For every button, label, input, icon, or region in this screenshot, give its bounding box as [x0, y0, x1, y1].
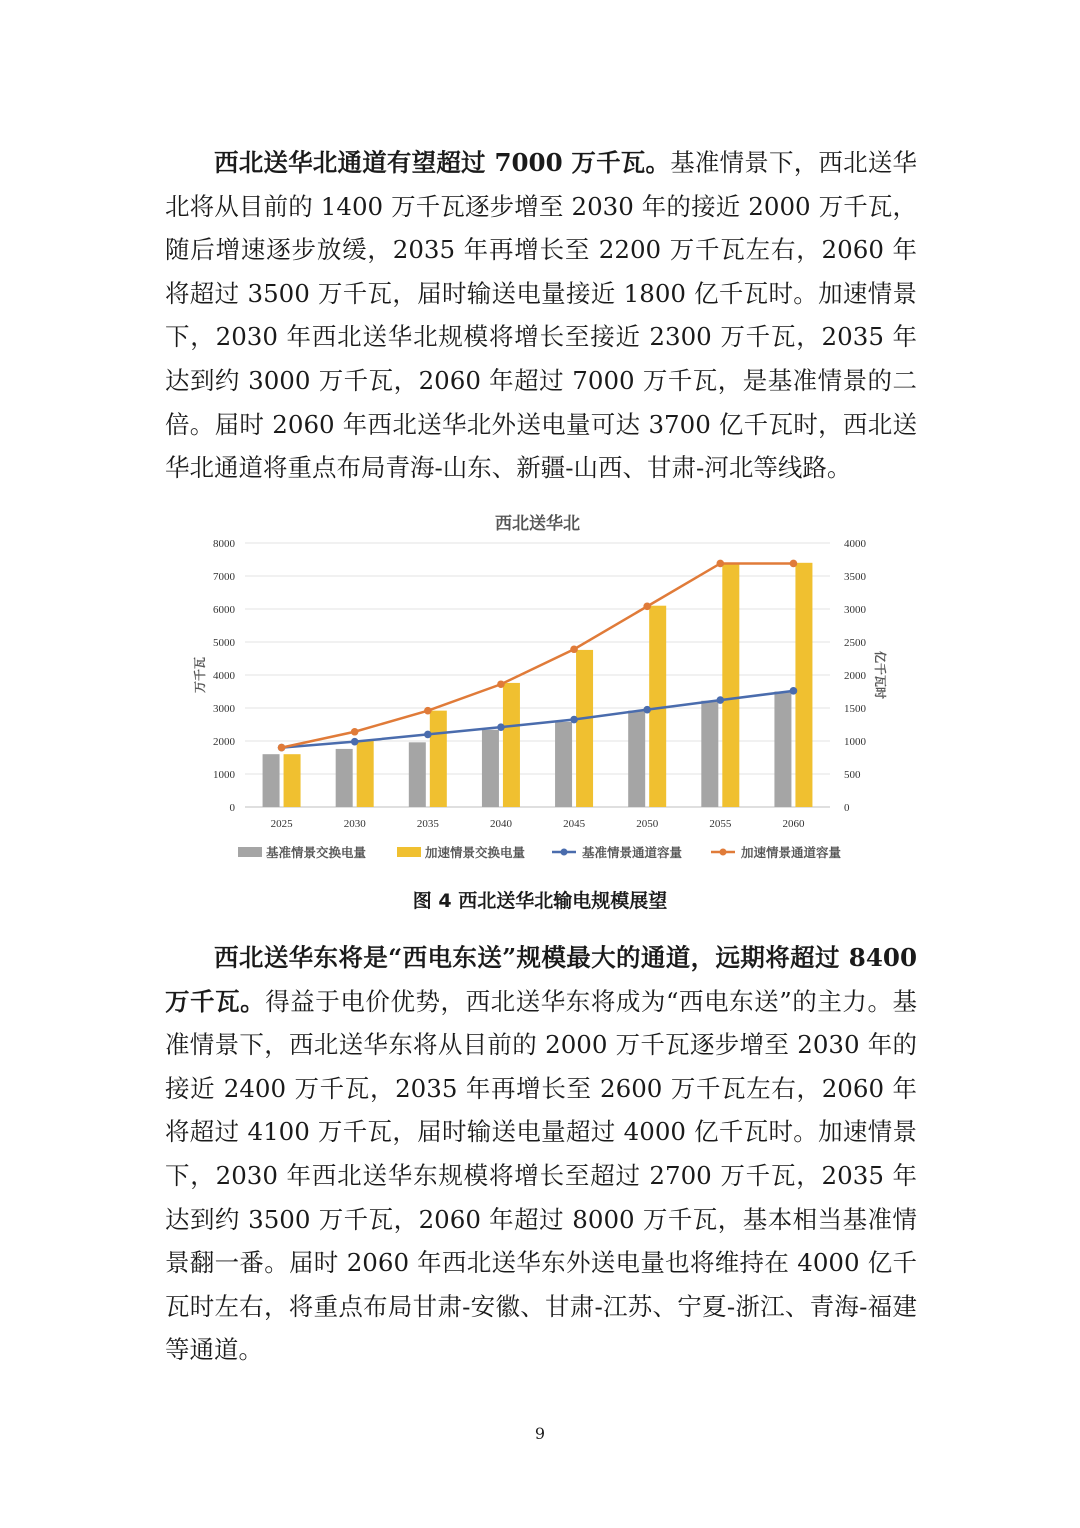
line-point-baseline — [643, 706, 651, 714]
left-axis-tick-label: 8000 — [213, 538, 235, 550]
line-point-baseline — [570, 716, 578, 724]
right-axis-tick-label: 0 — [844, 802, 850, 814]
bar-accelerated — [503, 683, 520, 807]
page-number: 9 — [534, 1424, 546, 1443]
legend-swatch — [238, 847, 262, 857]
bar-accelerated — [284, 754, 301, 807]
right-axis-tick-label: 3000 — [844, 604, 866, 616]
left-axis-tick-label: 3000 — [213, 703, 235, 715]
line-point-accelerated — [717, 560, 725, 568]
line-point-accelerated — [790, 560, 798, 568]
line-point-baseline — [717, 696, 725, 704]
line-point-baseline — [790, 687, 798, 695]
chart-title: 西北送华北 — [495, 514, 580, 534]
bar-baseline — [701, 701, 718, 807]
right-axis-tick-label: 3500 — [844, 571, 866, 583]
figure-caption: 图 4 西北送华北输电规模展望 — [412, 890, 668, 912]
left-axis-title: 万千瓦 — [193, 656, 207, 694]
x-axis-tick-label: 2055 — [709, 818, 732, 830]
x-axis-tick-label: 2045 — [563, 818, 586, 830]
right-axis-tick-label: 1000 — [844, 736, 866, 748]
bar-baseline — [628, 711, 645, 807]
x-axis-tick-label: 2035 — [416, 818, 439, 830]
left-axis-tick-label: 7000 — [213, 571, 235, 583]
left-axis-tick-label: 1000 — [213, 769, 235, 781]
legend-swatch — [397, 847, 421, 857]
legend-marker — [561, 849, 568, 856]
legend-marker — [720, 849, 727, 856]
x-axis-tick-label: 2040 — [489, 818, 512, 830]
bar-baseline — [263, 754, 280, 807]
left-axis-tick-label: 4000 — [213, 670, 235, 682]
paragraph-lead: 西北送华北通道有望超过 7000 万千瓦。 — [214, 148, 671, 177]
bar-baseline — [409, 742, 426, 807]
line-point-baseline — [497, 723, 505, 731]
line-point-accelerated — [424, 707, 432, 715]
paragraph-northwest-to-north-china — [165, 141, 917, 490]
x-axis-tick-label: 2025 — [270, 818, 293, 830]
line-point-accelerated — [643, 603, 651, 611]
left-axis-tick-label: 5000 — [213, 637, 235, 649]
line-point-accelerated — [570, 645, 578, 653]
line-point-accelerated — [351, 728, 359, 736]
bar-baseline — [774, 692, 791, 808]
paragraph-body: 得益于电价优势，西北送华东将成为“西电东送”的主力。基准情景下，西北送华东将从目前的 2000 万千瓦逐步增至 2030 年的接近 2400 万千瓦，2035 年再增长至 2600 万千瓦左右，2060 年将超过 4100 万千瓦，届时输送电量超过 4000 亿千瓦时。加速情景下，2030 年西北送华东规模将增长至超过 2700 万千瓦，2035 年达到约 3500 万千瓦，2060 年超过 8000 万千瓦，基本相当基准情景翻一番。届时 2060 年西北送华东外送电量也将维持在 4000 亿千瓦时左右，将重点布局甘肃-安徽、甘肃-江苏、宁夏-浙江、青海-福建等通道。 — [165, 986, 917, 1365]
paragraph-lead: 西北送华东将是“西电东送”规模最大的通道，远期将超过 8400 万千瓦。 — [165, 943, 917, 1016]
legend-label: 加速情景交换电量 — [425, 845, 526, 860]
x-axis-tick-label: 2030 — [343, 818, 366, 830]
legend-label: 加速情景通道容量 — [741, 845, 842, 860]
x-axis-tick-label: 2060 — [782, 818, 805, 830]
bar-baseline — [482, 730, 499, 807]
left-axis-tick-label: 6000 — [213, 604, 235, 616]
legend-label: 基准情景通道容量 — [582, 845, 683, 860]
bar-baseline — [336, 749, 353, 807]
bar-accelerated — [722, 564, 739, 807]
line-point-accelerated — [278, 744, 286, 752]
right-axis-tick-label: 2000 — [844, 670, 866, 682]
bar-accelerated — [357, 741, 374, 807]
bar-accelerated — [430, 711, 447, 807]
right-axis-title: 亿千瓦时 — [873, 650, 887, 700]
figure-chart — [190, 505, 890, 880]
line-point-accelerated — [497, 680, 505, 688]
paragraph-northwest-to-east-china — [165, 936, 917, 1372]
right-axis-tick-label: 2500 — [844, 637, 866, 649]
bar-baseline — [555, 722, 572, 807]
x-axis-tick-label: 2050 — [636, 818, 659, 830]
left-axis-tick-label: 0 — [229, 802, 235, 814]
line-point-baseline — [424, 731, 432, 739]
paragraph-body: 基准情景下，西北送华北将从目前的 1400 万千瓦逐步增至 2030 年的接近 2000 万千瓦，随后增速逐步放缓，2035 年再增长至 2200 万千瓦左右，2060 年将超过 3500 万千瓦，届时输送电量接近 1800 亿千瓦时。加速情景下，2030 年西北送华北规模将增长至接近 2300 万千瓦，2035 年达到约 3000 万千瓦，2060 年超过 7000 万千瓦，是基准情景的二倍。届时 2060 年西北送华北外送电量可达 3700 亿千瓦时，西北送华北通道将重点布局青海-山东、新疆-山西、甘肃-河北等线路。 — [165, 148, 918, 483]
bar-accelerated — [795, 563, 812, 807]
legend-label: 基准情景交换电量 — [266, 845, 367, 860]
bar-accelerated — [576, 650, 593, 807]
right-axis-tick-label: 500 — [844, 769, 861, 781]
right-axis-tick-label: 1500 — [844, 703, 866, 715]
line-point-baseline — [351, 738, 359, 746]
left-axis-tick-label: 2000 — [213, 736, 235, 748]
right-axis-tick-label: 4000 — [844, 538, 866, 550]
combo-chart — [190, 505, 890, 880]
